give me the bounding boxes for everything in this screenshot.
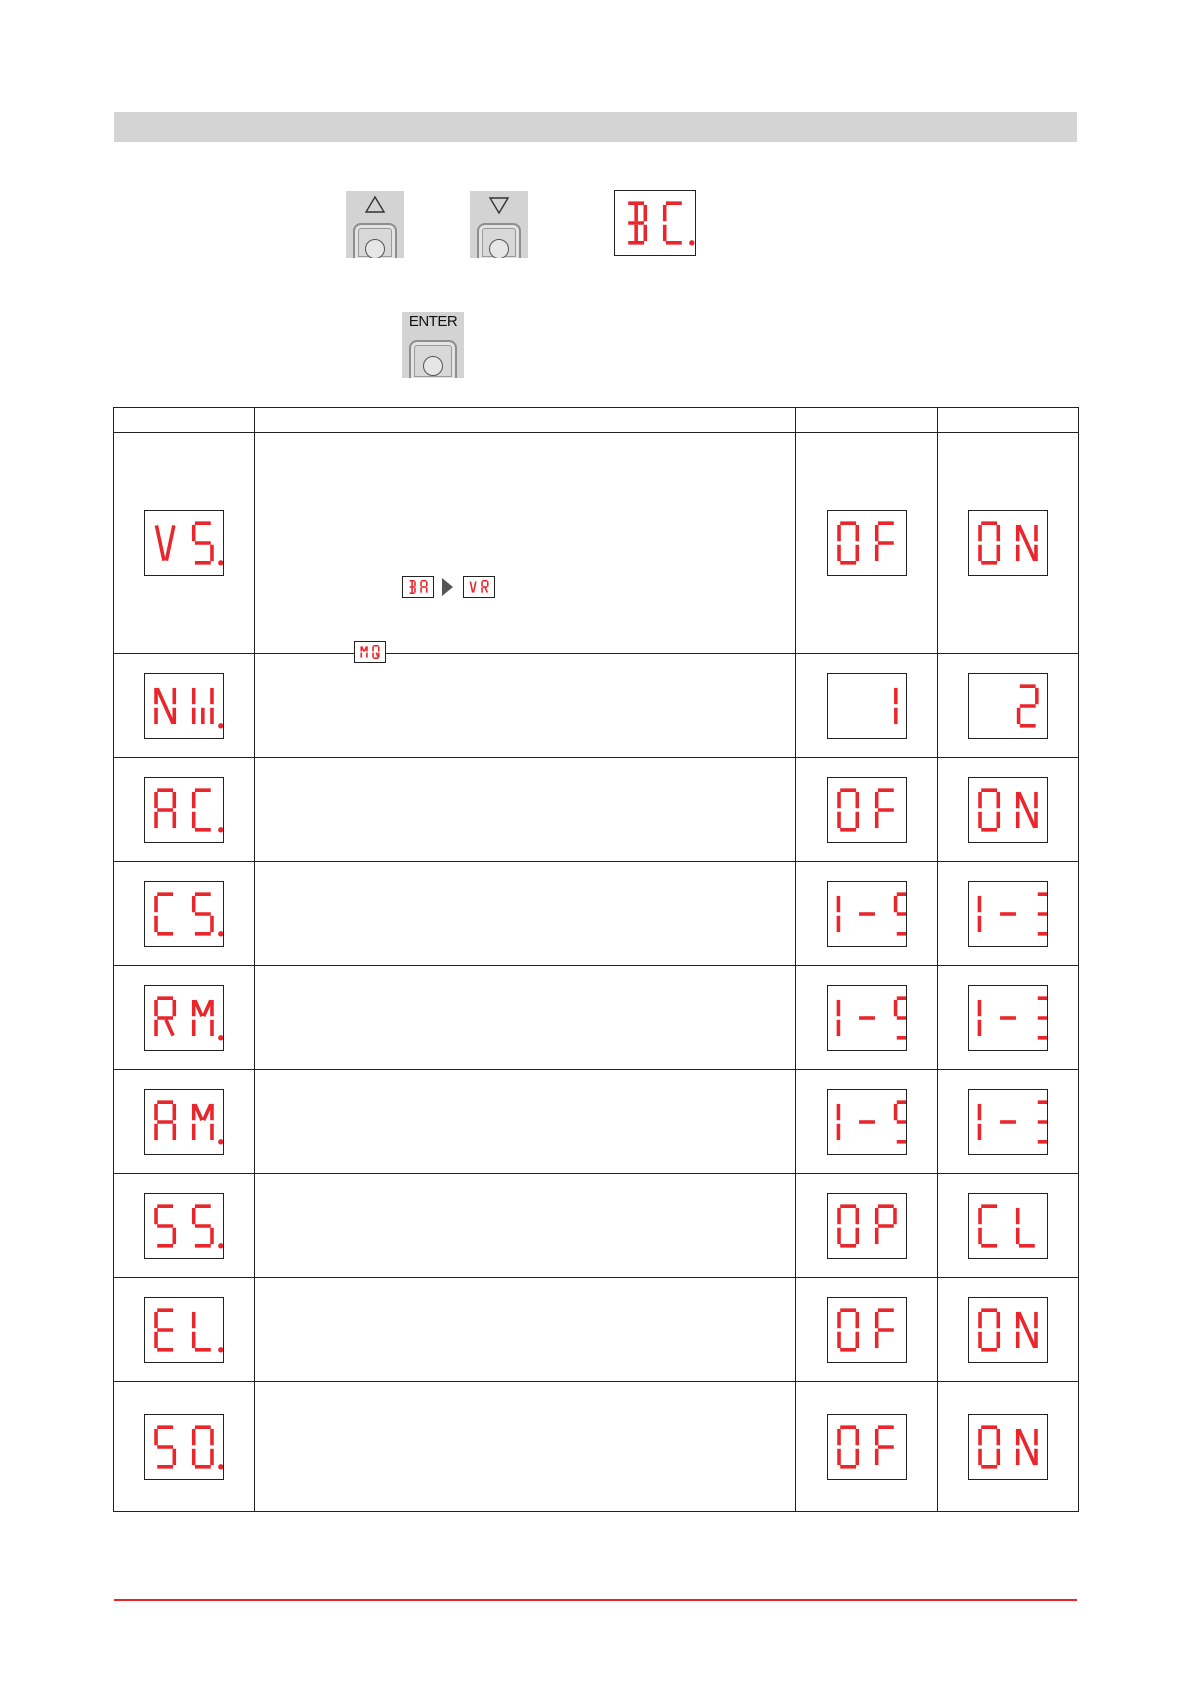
option-b-display xyxy=(968,673,1048,739)
button-ring-icon xyxy=(489,239,509,258)
option-a-display-text xyxy=(828,1154,829,1155)
option-b-display-text xyxy=(969,1479,970,1480)
code-cell xyxy=(114,862,255,966)
code-display xyxy=(144,1297,224,1363)
code-display-segments xyxy=(145,1298,223,1362)
option-a-display-segments xyxy=(828,1298,906,1362)
option-b-display-segments xyxy=(969,511,1047,575)
description-cell xyxy=(255,1382,796,1512)
up-button-face xyxy=(353,223,397,258)
code-cell xyxy=(114,654,255,758)
code-display-text xyxy=(145,842,146,843)
table-row xyxy=(114,862,1079,966)
option-a-display xyxy=(827,510,907,576)
code-cell xyxy=(114,1070,255,1174)
header-code xyxy=(114,408,255,433)
table-row xyxy=(114,1070,1079,1174)
option-b-display-segments xyxy=(969,674,1047,738)
option-a-display-segments xyxy=(828,778,906,842)
option-a-display xyxy=(827,1193,907,1259)
option-a-display-segments xyxy=(828,1415,906,1479)
lcd-segment xyxy=(166,525,174,560)
code-display-text xyxy=(145,1154,146,1155)
inline-code-text xyxy=(403,597,404,598)
option-a-display xyxy=(827,881,907,947)
code-display xyxy=(144,510,224,576)
option-a-display xyxy=(827,1089,907,1155)
option-a-display-text xyxy=(828,738,829,739)
description-cell xyxy=(255,1070,796,1174)
table-row xyxy=(114,758,1079,862)
code-display-text xyxy=(145,1050,146,1051)
option-b-display xyxy=(968,985,1048,1051)
option-a-display xyxy=(827,673,907,739)
table-row xyxy=(114,1278,1079,1382)
inline-code-display xyxy=(463,576,495,598)
option-b-display xyxy=(968,881,1048,947)
code-display xyxy=(144,1193,224,1259)
lcd-segment xyxy=(473,581,475,592)
lcd-dot xyxy=(218,827,223,832)
lcd-segment xyxy=(1019,1312,1035,1347)
code-display-segments xyxy=(145,882,223,946)
lcd-dot xyxy=(218,723,223,728)
lcd-segment xyxy=(1019,792,1035,827)
button-ring-icon xyxy=(365,239,385,258)
option-b-display-segments xyxy=(969,778,1047,842)
code-display-segments xyxy=(145,1415,223,1479)
lcd-segment xyxy=(1019,1429,1035,1464)
lcd-segment xyxy=(485,588,487,593)
table-row xyxy=(114,966,1079,1070)
table-row xyxy=(114,654,1079,758)
option-a-cell xyxy=(796,758,938,862)
table-header-row xyxy=(114,408,1079,433)
option-a-display-segments xyxy=(828,1194,906,1258)
option-a-cell xyxy=(796,654,938,758)
option-a-display-text xyxy=(828,842,829,843)
enter-button[interactable] xyxy=(402,312,464,378)
inline-code-text xyxy=(464,597,465,598)
code-display xyxy=(144,777,224,843)
button-ring-icon xyxy=(423,356,443,376)
section-header-bar xyxy=(114,112,1077,142)
play-arrow-icon xyxy=(442,578,453,596)
option-a-cell xyxy=(796,433,938,654)
option-a-cell xyxy=(796,1174,938,1278)
header-description xyxy=(255,408,796,433)
option-b-display xyxy=(968,510,1048,576)
header-option-b xyxy=(938,408,1079,433)
option-b-cell xyxy=(938,1278,1079,1382)
option-b-cell xyxy=(938,758,1079,862)
table-row xyxy=(114,433,1079,654)
inline-code-segments xyxy=(403,577,433,597)
description-cell xyxy=(255,1174,796,1278)
option-a-cell xyxy=(796,1278,938,1382)
lcd-dot xyxy=(218,1035,223,1040)
option-a-display xyxy=(827,1414,907,1480)
lcd-segment xyxy=(156,525,164,560)
description-cell xyxy=(255,758,796,862)
option-a-cell xyxy=(796,862,938,966)
code-display-segments xyxy=(145,1194,223,1258)
lcd-segment xyxy=(157,688,173,723)
option-b-cell xyxy=(938,1174,1079,1278)
code-cell xyxy=(114,1382,255,1512)
code-display-text xyxy=(145,738,146,739)
table-row xyxy=(114,1382,1079,1512)
option-b-display xyxy=(968,1193,1048,1259)
option-a-display xyxy=(827,985,907,1051)
enter-button-face xyxy=(409,340,457,378)
option-b-display-segments xyxy=(969,1415,1047,1479)
code-display xyxy=(144,1414,224,1480)
lcd-segment xyxy=(166,1019,173,1035)
down-button[interactable] xyxy=(470,191,528,258)
code-display-segments xyxy=(145,986,223,1050)
option-b-display-text xyxy=(969,575,970,576)
option-a-display-text xyxy=(828,946,829,947)
option-a-cell xyxy=(796,1070,938,1174)
option-b-cell xyxy=(938,862,1079,966)
lcd-dot xyxy=(218,1464,223,1469)
menu-display xyxy=(614,190,696,256)
footer-rule xyxy=(114,1599,1077,1601)
option-a-display-segments xyxy=(828,986,906,1050)
triangle-down-icon xyxy=(470,191,528,215)
enter-button-label: ENTER xyxy=(408,313,458,330)
lcd-dot xyxy=(689,240,694,245)
code-display xyxy=(144,881,224,947)
lcd-segment xyxy=(470,581,472,592)
option-b-cell xyxy=(938,1382,1079,1512)
option-b-display-text xyxy=(969,1258,970,1259)
option-a-display-text xyxy=(828,1258,829,1259)
code-cell xyxy=(114,433,255,654)
code-display xyxy=(144,985,224,1051)
option-a-display-segments xyxy=(828,882,906,946)
option-b-cell xyxy=(938,433,1079,654)
lcd-segment xyxy=(204,1000,211,1016)
inline-code-display xyxy=(402,576,434,598)
option-b-display xyxy=(968,1414,1048,1480)
up-button[interactable] xyxy=(346,191,404,258)
option-b-cell xyxy=(938,654,1079,758)
code-display-text xyxy=(145,1258,146,1259)
code-display-segments xyxy=(145,778,223,842)
option-b-display-segments xyxy=(969,1194,1047,1258)
lcd-dot xyxy=(218,560,223,565)
down-button-face xyxy=(477,223,521,258)
option-b-display-segments xyxy=(969,1090,1047,1154)
code-display xyxy=(144,673,224,739)
table-row xyxy=(114,1174,1079,1278)
code-display-segments xyxy=(145,674,223,738)
option-a-display-text xyxy=(828,1050,829,1051)
menu-display-text xyxy=(615,255,616,256)
option-a-display-segments xyxy=(828,1090,906,1154)
description-cell xyxy=(255,1278,796,1382)
lcd-dot xyxy=(218,1139,223,1144)
lcd-dot xyxy=(218,931,223,936)
option-b-display-segments xyxy=(969,986,1047,1050)
code-display-segments xyxy=(145,511,223,575)
description-cell xyxy=(255,862,796,966)
code-cell xyxy=(114,1278,255,1382)
code-display-text xyxy=(145,1362,146,1363)
option-b-display xyxy=(968,1297,1048,1363)
lcd-segment xyxy=(1019,525,1035,560)
option-a-display-segments xyxy=(828,674,906,738)
lcd-segment xyxy=(195,1000,202,1016)
option-b-display-text xyxy=(969,842,970,843)
code-display-text xyxy=(145,575,146,576)
option-b-cell xyxy=(938,1070,1079,1174)
option-b-display-text xyxy=(969,1362,970,1363)
lcd-segment xyxy=(204,1104,211,1120)
option-b-display-segments xyxy=(969,882,1047,946)
lcd-dot xyxy=(218,1243,223,1248)
description-cell xyxy=(255,654,796,758)
triangle-up-icon xyxy=(346,191,404,215)
option-a-display xyxy=(827,777,907,843)
option-a-cell xyxy=(796,966,938,1070)
code-cell xyxy=(114,966,255,1070)
option-a-cell xyxy=(796,1382,938,1512)
description-cell xyxy=(255,433,796,654)
option-b-display xyxy=(968,1089,1048,1155)
option-a-display-text xyxy=(828,1479,829,1480)
code-cell xyxy=(114,1174,255,1278)
description-cell xyxy=(255,966,796,1070)
option-b-display-text xyxy=(969,946,970,947)
option-b-display-text xyxy=(969,1050,970,1051)
option-a-display-text xyxy=(828,575,829,576)
code-display-text xyxy=(145,1479,146,1480)
option-b-display-text xyxy=(969,738,970,739)
lcd-segment xyxy=(195,1104,202,1120)
option-a-display xyxy=(827,1297,907,1363)
option-a-display-segments xyxy=(828,511,906,575)
code-display xyxy=(144,1089,224,1155)
settings-table xyxy=(113,407,1079,1512)
option-b-display xyxy=(968,777,1048,843)
lcd-dot xyxy=(218,1347,223,1352)
inline-code-segments xyxy=(464,577,494,597)
option-b-display-segments xyxy=(969,1298,1047,1362)
header-option-a xyxy=(796,408,938,433)
option-b-display-text xyxy=(969,1154,970,1155)
code-display-segments xyxy=(145,1090,223,1154)
option-a-display-text xyxy=(828,1362,829,1363)
code-display-text xyxy=(145,946,146,947)
option-b-cell xyxy=(938,966,1079,1070)
code-cell xyxy=(114,758,255,862)
